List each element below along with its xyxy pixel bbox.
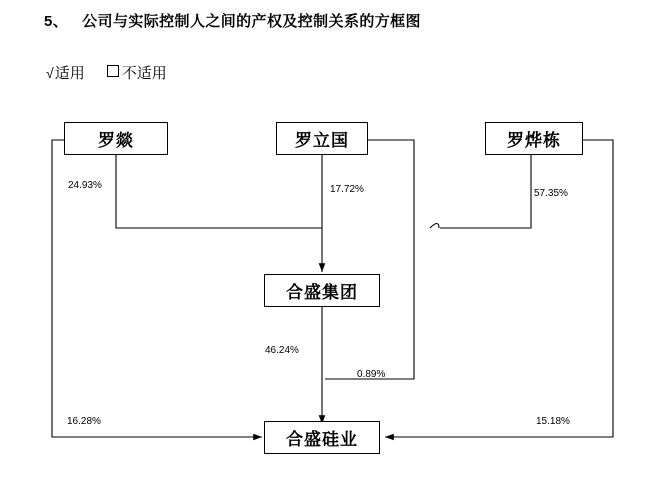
edge-label-luo-yedong-silicon: 15.18% bbox=[536, 416, 570, 427]
edge-label-group-silicon: 46.24% bbox=[265, 345, 299, 356]
node-luo-yedong bbox=[485, 122, 583, 155]
edge-label-luo-liguo-group: 17.72% bbox=[330, 184, 364, 195]
node-hesheng-silicon bbox=[264, 421, 380, 454]
node-label: 合盛硅业 bbox=[286, 430, 358, 449]
edge-label-luo-yi-group: 24.93% bbox=[68, 180, 102, 191]
node-label: 合盛集团 bbox=[286, 283, 358, 302]
node-hesheng-group bbox=[264, 274, 380, 307]
node-label: 罗立国 bbox=[295, 131, 349, 150]
node-luo-yi bbox=[64, 122, 168, 155]
applicable-label[interactable]: 适用 bbox=[54, 65, 85, 82]
not-applicable-label[interactable]: 不适用 bbox=[121, 65, 167, 82]
edge-label-luo-yi-silicon: 16.28% bbox=[67, 416, 101, 427]
edge-label-luo-yedong-group: 57.35% bbox=[534, 188, 568, 199]
check-mark-icon: √ bbox=[46, 65, 54, 81]
node-label: 罗燚 bbox=[98, 131, 134, 150]
page-title-text: 公司与实际控制人之间的产权及控制关系的方框图 bbox=[82, 13, 421, 30]
edge-label-luo-liguo-silicon: 0.89% bbox=[357, 369, 386, 380]
node-luo-liguo bbox=[276, 122, 368, 155]
node-label: 罗烨栋 bbox=[507, 131, 561, 150]
page-title-number: 5、 bbox=[44, 13, 69, 30]
